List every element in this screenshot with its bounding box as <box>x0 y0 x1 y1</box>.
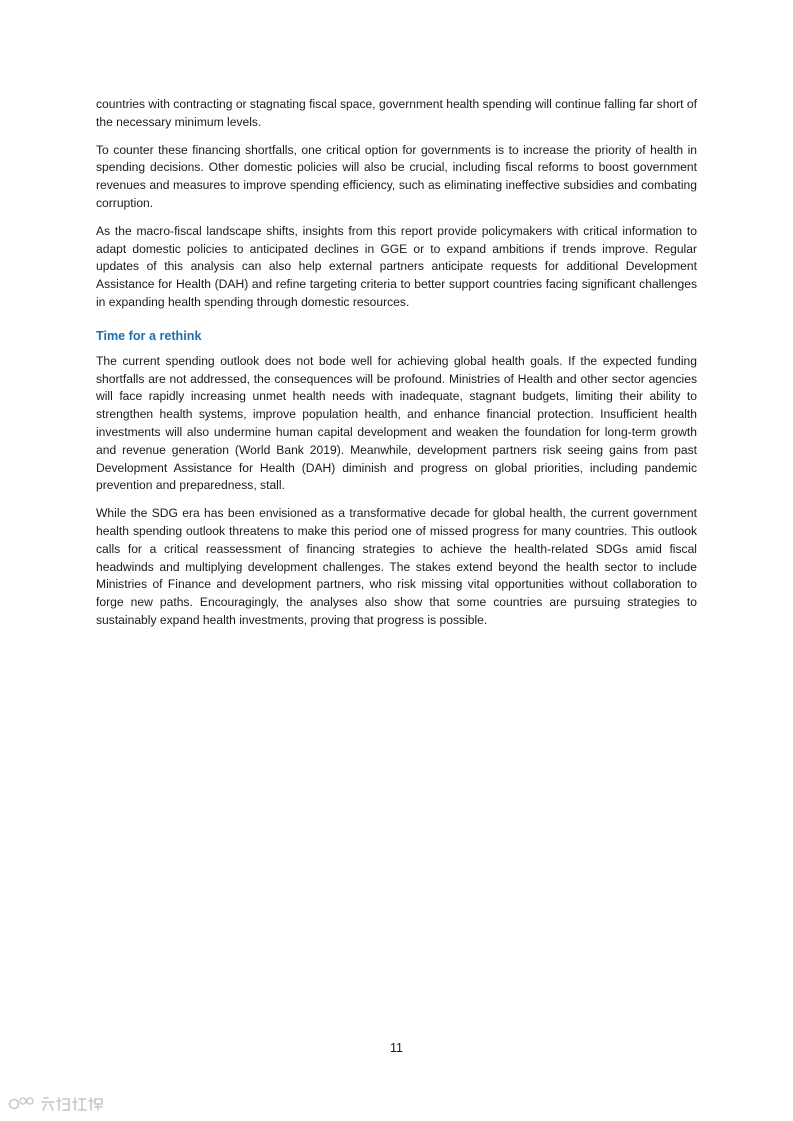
watermark <box>8 1095 108 1113</box>
body-paragraph-1: countries with contracting or stagnating fiscal space, government health spending will continue falling far short of the necessary minimum levels. <box>96 97 697 129</box>
watermark-logotype <box>40 1095 108 1113</box>
section-heading: Time for a rethink <box>96 328 202 343</box>
page-number: 11 <box>390 1041 403 1055</box>
page-content <box>96 96 697 640</box>
body-paragraph-3: As the macro-fiscal landscape shifts, insights from this report provide policymakers with critical information to adapt domestic policies to anticipated declines in GGE or to expand ambitions if trends improve. Regular updates of this analysis can also help external partners anticipate requests for additional Development Assistance for Health (DAH) and refine targeting criteria to better support countries facing significant challenges in expanding health spending through domestic resources. <box>96 223 697 309</box>
body-paragraph-2: To counter these financing shortfalls, one critical option for governments is to increase the priority of health in spending decisions. Other domestic policies will also be crucial, including fiscal reforms to boost government revenues and measures to improve spending efficiency, such as eliminating ineffective subsidies and combating corruption. <box>96 142 697 210</box>
body-paragraph-5: While the SDG era has been envisioned as a transformative decade for global health, the current government health spending outlook threatens to make this period one of missed progress for many countries. This outlook calls for a critical reassessment of financing strategies to achieve the health-related SDGs amid fiscal headwinds and multiplying development challenges. The stakes extend beyond the health sector to include Ministries of Finance and development partners, who risk missing vital opportunities without collaboration to forge new paths. Encouragingly, the analyses also show that some countries are pursuing strategies to sustainably expand health investments, proving that progress is possible. <box>96 506 697 627</box>
body-paragraph-4: The current spending outlook does not bode well for achieving global health goals. If the expected funding shortfalls are not addressed, the consequences will be profound. Ministries of Health and other sector agencies will face rapidly increasing unmet health needs with inadequate, stagnant budgets, limiting their ability to strengthen health systems, improve population health, and enhance financial protection. Insufficient health investments will also undermine human capital development and weaken the foundation for long-term growth and revenue generation (World Bank 2019). Meanwhile, development partners risk seeing gains from past Development Assistance for Health (DAH) diminish and progress on global priorities, including pandemic prevention and preparedness, stall. <box>96 353 697 493</box>
brand-logo-icon <box>8 1095 36 1113</box>
